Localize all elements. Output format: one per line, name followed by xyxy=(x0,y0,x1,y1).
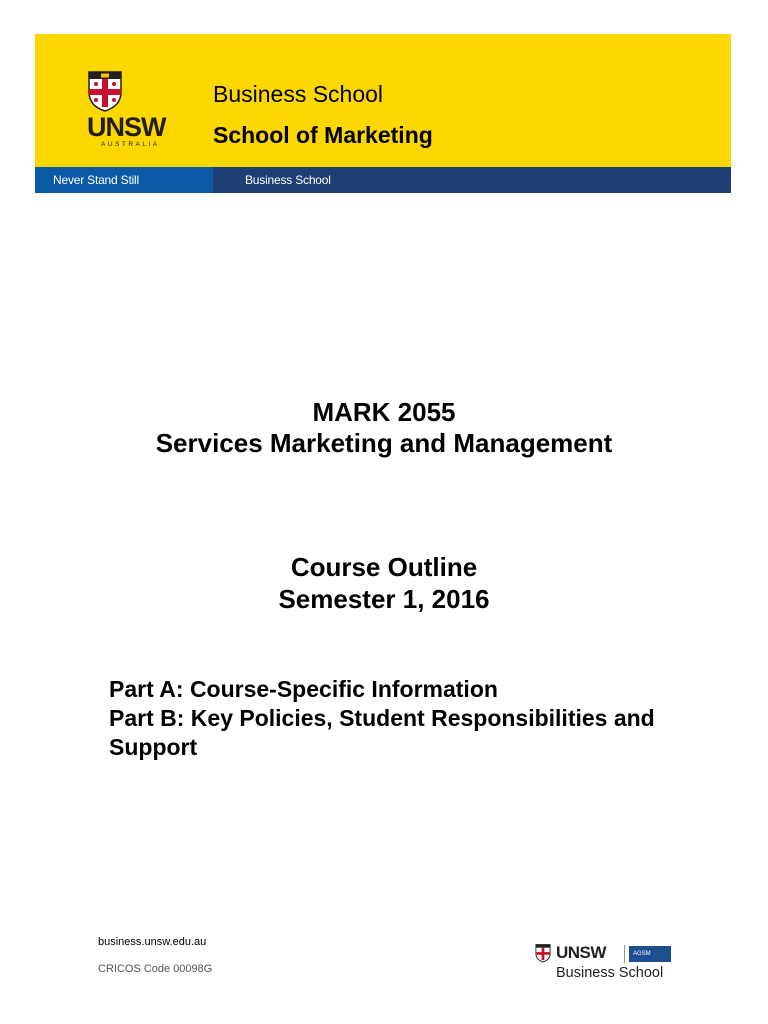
footer-logo-divider xyxy=(624,945,625,963)
website-url[interactable]: business.unsw.edu.au xyxy=(98,936,207,948)
school-name-title: School of Marketing xyxy=(213,122,433,148)
semester: Semester 1, 2016 xyxy=(278,584,490,614)
part-a: Part A: Course-Specific Information xyxy=(109,676,498,702)
business-school-title: Business School xyxy=(213,81,384,107)
unsw-logo-subtext: AUSTRALIA xyxy=(101,141,160,148)
course-name: Services Marketing and Management xyxy=(155,428,613,458)
tagline-strip xyxy=(35,167,731,193)
strip-business-school-text: Business School xyxy=(245,173,331,187)
part-b: Part B: Key Policies, Student Responsibilities and Support xyxy=(109,705,655,760)
footer-unsw-text: UNSW xyxy=(556,943,606,962)
unsw-logo-text: UNSW xyxy=(87,112,166,142)
tagline-text: Never Stand Still xyxy=(53,173,139,187)
footer-agsm-badge: AGSM xyxy=(629,946,671,962)
footer-crest-icon xyxy=(535,943,551,963)
header-banner xyxy=(35,34,731,193)
document-type: Course Outline xyxy=(290,552,478,582)
course-code: MARK 2055 xyxy=(312,397,456,427)
footer-business-school-text: Business School xyxy=(556,965,664,981)
cricos-code: CRICOS Code 00098G xyxy=(98,963,213,975)
strip-chevron-icon xyxy=(203,167,213,193)
parts-list xyxy=(109,675,709,762)
